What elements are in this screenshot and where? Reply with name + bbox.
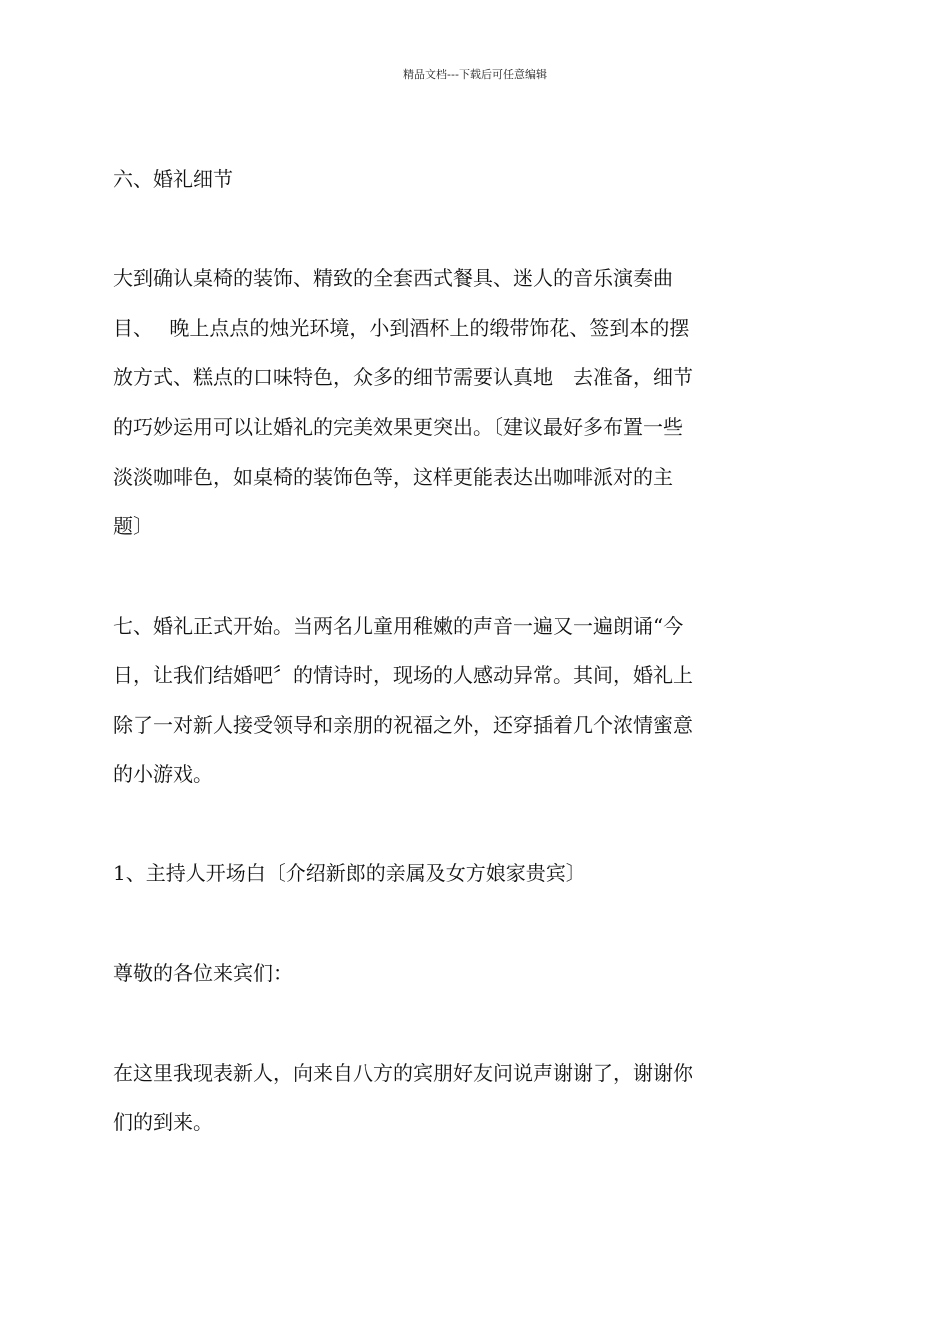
section-six-title: 六、婚礼细节 (113, 167, 233, 191)
section-seven-line-1: 七、婚礼正式开始。当两名儿童用稚嫩的声音一遍又一遍朗诵“今 (113, 614, 684, 638)
closing-line-1: 在这里我现表新人，向来自八方的宾朋好友问说声谢谢了，谢谢你 (113, 1061, 693, 1085)
section-six-line-5: 淡淡咖啡色，如桌椅的装饰色等，这样更能表达出咖啡派对的主 (113, 465, 673, 489)
greeting-line: 尊敬的各位来宾们： (113, 961, 293, 985)
item-one-heading: 1、主持人开场白〔介绍新郎的亲属及女方娘家贵宾〕 (113, 861, 586, 885)
section-seven-line-4: 的小游戏。 (113, 762, 213, 786)
closing-line-2: 们的到来。 (113, 1110, 213, 1134)
page-header: 精品文档---下载后可任意编辑 (403, 68, 547, 81)
section-seven-line-3: 除了一对新人接受领导和亲朋的祝福之外，还穿插着几个浓情蜜意 (113, 713, 693, 737)
section-six-line-3: 放方式、糕点的口味特色，众多的细节需要认真地 去准备，细节 (113, 365, 693, 389)
section-seven-line-2: 日，让我们结婚吧〞的情诗时，现场的人感动异常。其间，婚礼上 (113, 663, 693, 687)
section-six-line-6: 题〕 (113, 514, 153, 538)
section-six-line-2: 目、 晚上点点的烛光环境，小到酒杯上的缎带饰花、签到本的摆 (113, 316, 690, 340)
section-six-line-1: 大到确认桌椅的装饰、精致的全套西式餐具、迷人的音乐演奏曲 (113, 266, 673, 290)
section-six-line-4: 的巧妙运用可以让婚礼的完美效果更突出。〔建议最好多布置一些 (113, 415, 683, 439)
